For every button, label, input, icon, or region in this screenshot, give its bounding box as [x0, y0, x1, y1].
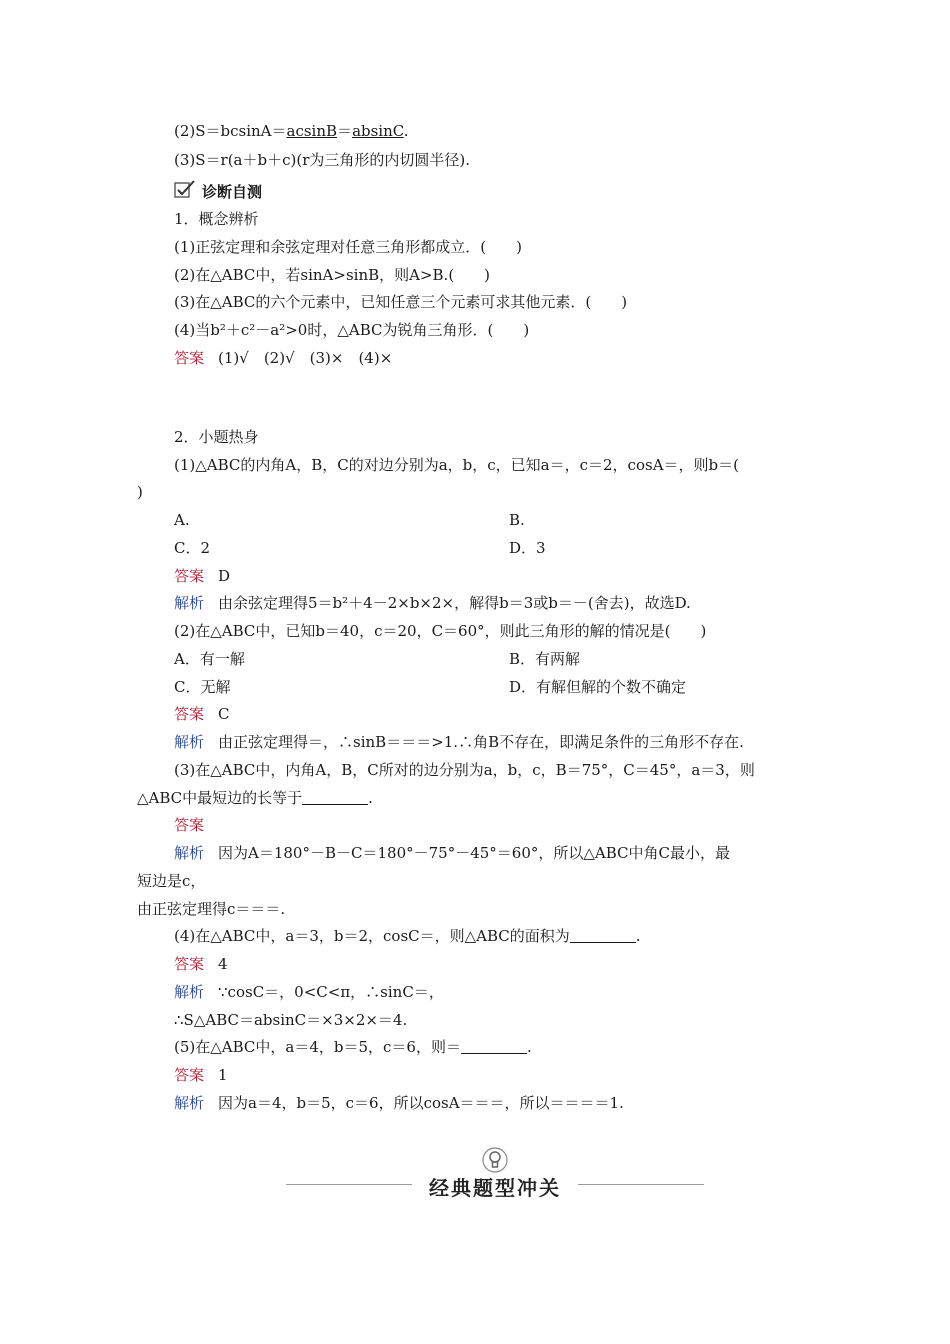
formula-line-3: (3)S＝r(a＋b＋c)(r为三角形的内切圆半径).: [174, 151, 470, 169]
q1-stem: (1)△ABC的内角A，B，C的对边分别为a，b，c，已知a＝，c＝2，cosA＝，则b＝(: [174, 456, 739, 474]
banner-rule-left: [286, 1184, 412, 1185]
q2-stem: (2)在△ABC中，已知b＝40，c＝20，C＝60°，则此三角形的解的情况是( ): [174, 622, 707, 640]
banner-title: 经典题型冲关: [429, 1176, 561, 1200]
answer-label: 答案: [174, 955, 205, 973]
q2-option-a: A．有一解: [174, 650, 245, 668]
answer-text: C: [218, 705, 230, 723]
analysis-text: 由余弦定理得5＝b²＋4－2×b×2×，解得b＝3或b＝－(舍去)，故选D.: [218, 594, 691, 612]
part1-item: (3)在△ABC的六个元素中，已知任意三个元素可求其他元素．( ): [174, 293, 628, 311]
q4-answer: [174, 954, 228, 974]
q2-option-b: B．有两解: [509, 650, 581, 668]
answer-text: 4: [218, 955, 228, 973]
q1-answer: [174, 566, 230, 586]
answer-label: 答案: [174, 567, 205, 585]
q3-analysis-cont: 由正弦定理得c＝＝＝.: [137, 900, 286, 918]
q4-stem-text: (4)在△ABC中，a＝3，b＝2，cosC＝，则△ABC的面积为: [174, 927, 570, 945]
q1-option-d: D．3: [509, 539, 546, 557]
q3-analysis: [174, 843, 730, 863]
q3-stem-cont: [137, 788, 373, 808]
q3-answer: [174, 815, 218, 835]
analysis-label: 解析: [174, 983, 205, 1001]
analysis-text: 由正弦定理得＝，∴sinB＝＝＝>1.∴角B不存在，即满足条件的三角形不存在.: [218, 733, 744, 751]
answer-blank: [461, 1039, 527, 1054]
answer-label: 答案: [174, 1066, 205, 1084]
analysis-label: 解析: [174, 594, 205, 612]
analysis-label: 解析: [174, 844, 205, 862]
q3-stem: (3)在△ABC中，内角A，B，C所对的边分别为a，b，c，B＝75°，C＝45°，a＝3，则: [174, 761, 755, 779]
q2-analysis: [174, 732, 744, 752]
q5-answer: [174, 1065, 228, 1085]
answer-label: 答案: [174, 705, 205, 723]
formula-line-2: [174, 121, 409, 141]
q4-stem: [174, 926, 641, 946]
section-header-diagnosis: [174, 180, 262, 202]
q5-stem-text: (5)在△ABC中，a＝4，b＝5，c＝6，则＝: [174, 1038, 461, 1056]
answer-text: D: [218, 567, 231, 585]
analysis-text: 因为A＝180°－B－C＝180°－75°－45°＝60°，所以△ABC中角C最小，最: [218, 844, 730, 862]
q5-stem: [174, 1037, 532, 1057]
analysis-text: 因为a＝4，b＝5，c＝6，所以cosA＝＝＝，所以＝＝＝＝1.: [218, 1094, 624, 1112]
answer-text: 1: [218, 1066, 228, 1084]
part1-item: (2)在△ABC中，若sinA>sinB，则A>B.( ): [174, 266, 491, 284]
formula-text: .: [403, 122, 409, 140]
q5-analysis: [174, 1093, 624, 1113]
q4-analysis-cont: ∴S△ABC＝absinC＝×3×2×＝4.: [174, 1011, 408, 1029]
q1-option-a: A.: [174, 511, 190, 529]
q2-option-c: C．无解: [174, 678, 231, 696]
section-banner: [286, 1140, 704, 1200]
analysis-label: 解析: [174, 733, 205, 751]
q4-analysis: [174, 982, 444, 1002]
q1-stem-cont: ): [137, 483, 143, 501]
part1-item: (4)当b²＋c²－a²>0时，△ABC为锐角三角形．( ): [174, 321, 530, 339]
formula-text: ＝: [337, 122, 353, 140]
section-title: 诊断自测: [202, 182, 263, 201]
answer-blank: [302, 790, 368, 805]
banner-rule-right: [578, 1184, 704, 1185]
q5-stem-end: .: [526, 1038, 532, 1056]
answer-blank: [570, 928, 636, 943]
answer-label: 答案: [174, 349, 205, 367]
answer-text: (1)√ (2)√ (3)× (4)×: [218, 349, 393, 367]
q3-analysis-cont: 短边是c，: [137, 872, 206, 890]
part1-heading: 1．概念辨析: [174, 210, 259, 228]
part1-item: (1)正弦定理和余弦定理对任意三角形都成立．( ): [174, 238, 522, 256]
q1-option-c: C．2: [174, 539, 211, 557]
part1-answer: [174, 348, 392, 368]
q3-stem-text: △ABC中最短边的长等于: [137, 789, 303, 807]
formula-text: (2)S＝bcsinA＝: [174, 122, 287, 140]
q2-option-d: D．有解但解的个数不确定: [509, 678, 687, 696]
part2-heading: 2．小题热身: [174, 428, 259, 446]
check-pencil-icon: [174, 179, 196, 203]
q1-analysis: [174, 593, 691, 613]
analysis-text: ∵cosC＝，0<C<π，∴sinC＝，: [218, 983, 444, 1001]
q3-stem-end: .: [368, 789, 373, 807]
q1-option-b: B.: [509, 511, 525, 529]
q2-answer: [174, 704, 230, 724]
formula-underlined: absinC: [352, 122, 404, 140]
formula-underlined: acsinB: [286, 122, 338, 140]
analysis-label: 解析: [174, 1094, 205, 1112]
q4-stem-end: .: [635, 927, 641, 945]
answer-label: 答案: [174, 816, 205, 834]
